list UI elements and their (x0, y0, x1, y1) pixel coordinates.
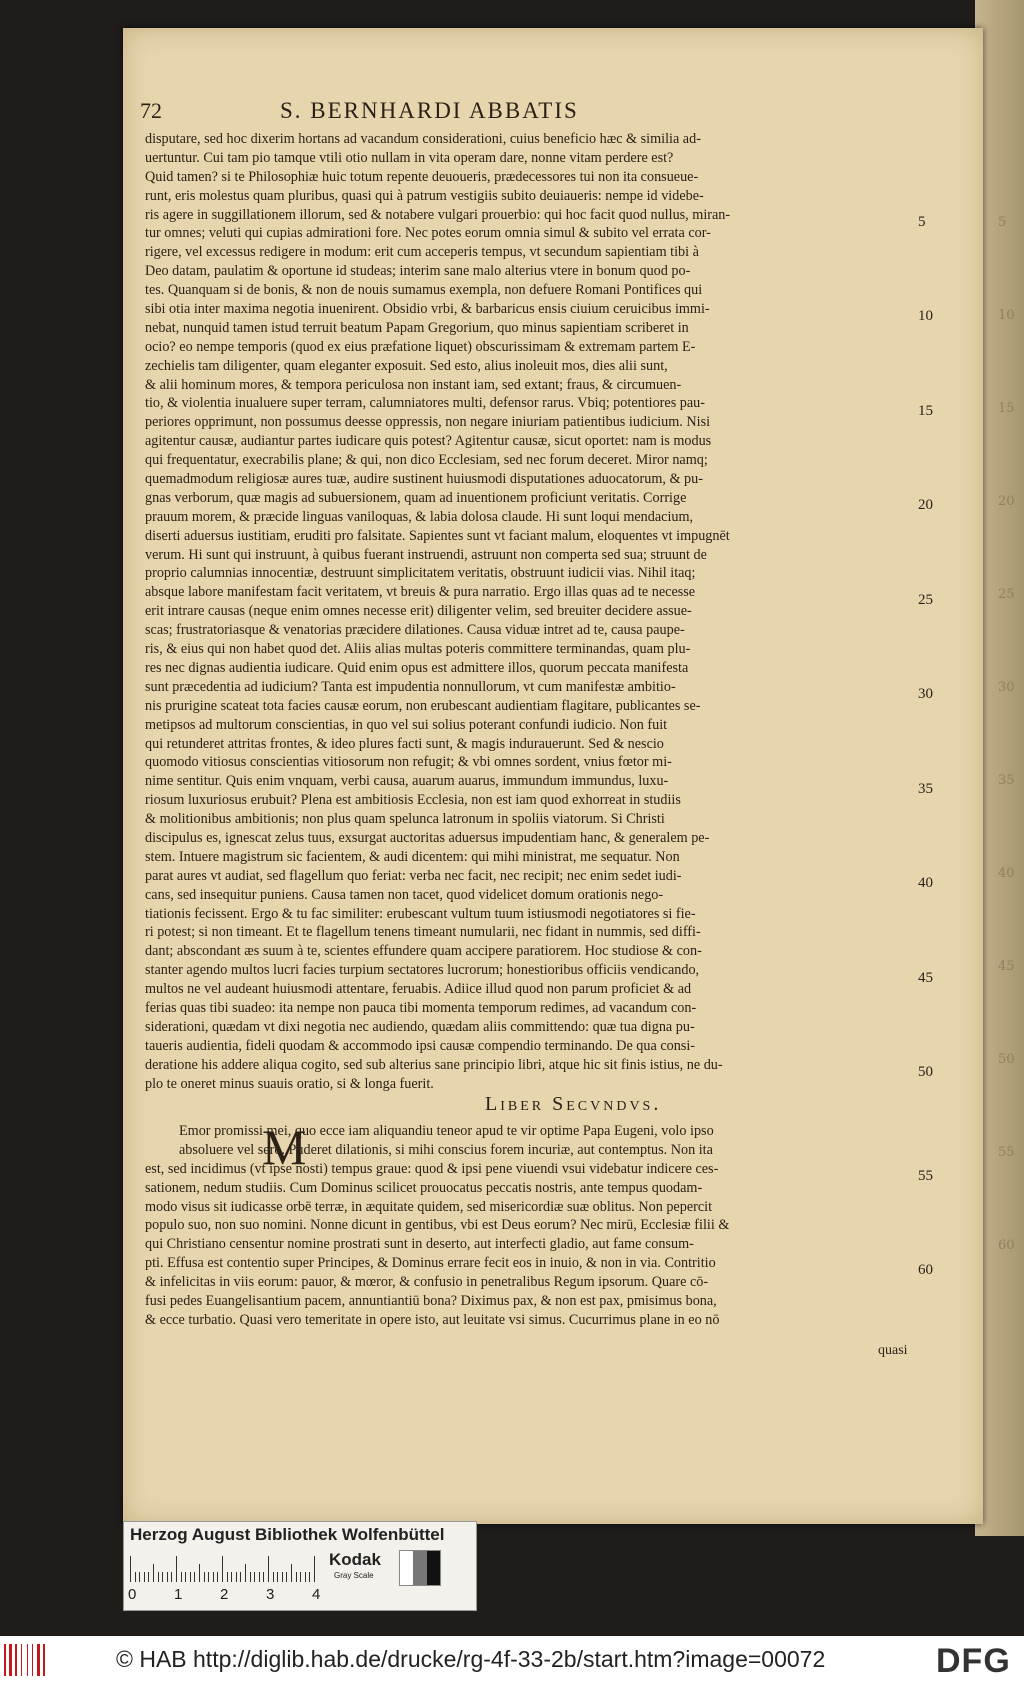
ruler-tick (162, 1572, 163, 1582)
text-line: agitentur causæ, audiantur partes iudicare quis potest? Agitentur causæ, sicut oportet: nam is modus (145, 433, 712, 450)
text-line: quemadmodum religiosæ aures tuæ, audire sustinent huiusmodi disputationes aduocatorum, & pu- (145, 471, 703, 488)
barcode-bar (21, 1644, 22, 1676)
text-line: tur omnes; veluti qui cupias admirationi fore. Nec potes eorum omnia simul & subito vel errata cor- (145, 225, 711, 242)
ruler-tick (213, 1572, 214, 1582)
adjacent-line-number: 35 (998, 773, 1015, 788)
line-number: 40 (918, 875, 933, 892)
line-number: 35 (918, 780, 933, 797)
running-head (140, 98, 840, 128)
ruler-tick (286, 1572, 287, 1582)
ruler-tick (208, 1572, 209, 1582)
ruler-tick (268, 1556, 269, 1582)
text-line: populo suo, non suo nomini. Nonne dicunt in gentibus, vbi est Deus eorum? Nec mirū, Ecclesiæ filii & (145, 1217, 730, 1234)
line-number: 25 (918, 591, 933, 608)
ruler-tick (296, 1572, 297, 1582)
text-line: modo visus sit iudicasse orbē terræ, in æquitate quidem, sed misericordiæ suæ oblitus. Non pepercit (145, 1198, 713, 1215)
ruler-tick (282, 1572, 283, 1582)
ruler-number: 1 (174, 1586, 183, 1603)
text-line: nime sentitur. Quis enim vnquam, verbi causa, auarum auarus, immundum immundus, luxu- (145, 773, 669, 790)
text-line: diserti aduersus iustitiam, eruditi pro falsitate. Sapientes sunt vt faciant malum, eloquentes vt impugnēt (145, 527, 730, 544)
ruler-tick (144, 1572, 145, 1582)
ruler-tick (167, 1572, 168, 1582)
text-line: Deo datam, paulatim & oportune id studeas; interim sane malo alterius vtere in bonum quod po- (145, 263, 691, 280)
text-line: siderationi, quædam vt dixi negotia nec audiendo, quædam aliis committendo: quæ tua digna pu- (145, 1018, 695, 1035)
text-line: tio, & violentia inualuere super terram, calumniatores multi, defensor rarus. Vbiq; potentiores pau- (145, 395, 705, 412)
barcode-bar (32, 1644, 33, 1676)
line-number: 20 (918, 497, 933, 514)
text-line: absque labore manifestam facit veritatem, vt breuis & pura narratio. Ergo illas quas ad te necesse (145, 584, 696, 601)
ruler-tick (176, 1556, 177, 1582)
text-line: dant; abscondant æs suum à te, scientes effundere quam accipere paratiorem. Hoc studiose & con- (145, 943, 702, 960)
adjacent-line-number: 15 (998, 401, 1015, 416)
text-line: sationem, nedum studiis. Cum Dominus scilicet prouocatus peccatis nostris, ante tempus quodam- (145, 1179, 703, 1196)
text-line: & infelicitas in viis eorum: pauor, & mœror, & confusio in penetralibus Regum ipsorum. Quare cō- (145, 1274, 709, 1291)
text-line: quomodo vitiosus conscientias vitiosorum non refugit; & vbi omnes sordent, vnius fœtor mi- (145, 754, 672, 771)
text-line: cans, sed insequitur puniens. Causa tamen non tacet, quod videlicet domum orationis nego- (145, 886, 664, 903)
page-number: 72 (140, 98, 162, 123)
adjacent-line-number: 40 (998, 866, 1015, 881)
text-line: qui frequentatur, execrabilis plane; & qui, non dico Ecclesiam, sed nec forum deceret. Miror namq; (145, 452, 708, 469)
ruler-tick (263, 1572, 264, 1582)
adjacent-line-number: 10 (998, 308, 1015, 323)
gray-scale-patches (399, 1550, 441, 1586)
ruler-tick (250, 1572, 251, 1582)
ruler-tick (135, 1572, 136, 1582)
body-text-part1 (145, 130, 805, 1093)
text-line: zechielis tam diligenter, quam eleganter exposuit. Sed esto, alius inoleuit mos, dies alii sunt, (145, 357, 668, 374)
text-line: stem. Intuere magistrum sic facientem, & audi dicentem: qui mihi ministrat, me sequatur. Non (145, 848, 680, 865)
line-number: 60 (918, 1262, 933, 1279)
drop-cap: M (262, 1119, 307, 1175)
ruler-tick (259, 1572, 260, 1582)
text-line: fusi pedes Euangelisantium pacem, annuntiantiū bona? Diximus pax, & non est pax, pmisimus bona, (145, 1293, 717, 1310)
text-line: Emor promissi mei, quo ecce iam aliquandiu teneor apud te vir optime Papa Eugeni, volo ipso (179, 1123, 714, 1139)
kodak-brand: Kodak (329, 1550, 381, 1569)
text-line: plo te oneret minus suauis oratio, si & longa fuerit. (145, 1075, 434, 1092)
text-line: tes. Quanquam si de bonis, & non de nouis sumamus exempla, non defuere Romani Pontifices qui (145, 282, 703, 299)
ruler-tick (236, 1572, 237, 1582)
text-line: absoluere vel sero. Puderet dilationis, si mihi conscius forem incuriæ, aut contemptus. Non ita (179, 1141, 713, 1158)
ruler-tick (190, 1572, 191, 1582)
barcode-bar (43, 1644, 45, 1676)
line-number: 50 (918, 1064, 933, 1081)
barcode-bar (15, 1644, 17, 1676)
gray-scale-label: Gray Scale (334, 1571, 374, 1580)
text-line: scas; frustratoriasque & venatorias præcidere dilationes. Causa viduæ intret ad te, causa paupe- (145, 622, 685, 639)
text-line: qui Christiano censentur nomine prostrati sunt in deserto, aut interfecti gladio, aut fame consum- (145, 1236, 694, 1253)
text-line: discipulus es, ignescat zelus tuus, exsurgat auctoritas aduersus impudentiam hanc, & generalem pe- (145, 829, 710, 846)
color-target-card (123, 1521, 477, 1611)
ruler-tick (300, 1572, 301, 1582)
dfg-logo: DFG (936, 1642, 1011, 1680)
text-line: nis prurigine scateat tota facies causæ eorum, non erubescant audientiam flagitare, publicantes se- (145, 697, 701, 714)
adjacent-line-number: 45 (998, 959, 1015, 974)
ruler-tick (194, 1572, 195, 1582)
text-line: qui retunderet attritas frontes, & ideo plures facti sunt, & magis indurauerunt. Sed & nescio (145, 735, 664, 752)
ruler-tick (199, 1564, 200, 1582)
barcode-bar (37, 1644, 40, 1676)
text-line: rigere, vel excessus redigere in modum: erit cum acceperis tempus, vt secundum sapientiam tibi à (145, 244, 699, 261)
hab-barcode-icon (4, 1644, 48, 1676)
ruler-tick (153, 1564, 154, 1582)
line-number: 10 (918, 308, 933, 325)
text-line: ocio? eo nempe temporis (quod ex eius præfatione liquet) obscurissimam & extremam partem E- (145, 338, 696, 355)
text-line: & ecce turbatio. Quasi vero temeritate in opere isto, aut leuitate vsi simus. Cucurrimus plane in eo nō (145, 1311, 720, 1328)
footer-credit-link[interactable]: © HAB http://diglib.hab.de/drucke/rg-4f-33-2b/start.htm?image=00072 (116, 1646, 826, 1672)
ruler-tick (217, 1572, 218, 1582)
book-title: Liber Secvndvs. (485, 1093, 662, 1115)
ruler-number: 3 (266, 1586, 275, 1603)
ruler-tick (309, 1572, 310, 1582)
text-line: uertuntur. Cui tam pio tamque vtili otio nullam in vita operam dare, nonne vitam perdere est? (145, 149, 674, 166)
ruler-tick (130, 1556, 131, 1582)
ruler-tick (139, 1572, 140, 1582)
text-line: Quid tamen? si te Philosophiæ huic totum repente deuoueris, prædecessores tui non ita consueue- (145, 168, 699, 185)
text-line: stanter agendo multos lucri facies turpium sectatores lucrorum; honestioribus officiis vendicando, (145, 962, 700, 979)
barcode-bar (27, 1644, 28, 1676)
ruler-tick (277, 1572, 278, 1582)
adjacent-line-number: 25 (998, 587, 1015, 602)
line-number: 5 (918, 213, 926, 230)
running-head-title: S. BERNHARDI ABBATIS (280, 98, 579, 123)
text-line: nebat, nunquid tamen istud terruit beatum Papam Gregorium, quo minus sapientiam scriberet in (145, 319, 689, 336)
ruler-tick (231, 1572, 232, 1582)
ruler-tick (314, 1556, 315, 1582)
line-number: 55 (918, 1167, 933, 1184)
adjacent-line-number: 50 (998, 1052, 1015, 1067)
ruler-tick (273, 1572, 274, 1582)
text-line: multos ne vel audeant huiusmodi attentare, feruabis. Adiice illud quod non parum proficiet & ad (145, 981, 692, 998)
ruler-tick (148, 1572, 149, 1582)
ruler-tick (222, 1556, 223, 1582)
adjacent-line-number: 20 (998, 494, 1015, 509)
ruler-tick (204, 1572, 205, 1582)
text-line: est, sed incidimus (vt ipse nosti) tempus graue: quod & ipsi pene viuendi vsui videbatur indicere ces- (145, 1160, 719, 1177)
ruler-tick (181, 1572, 182, 1582)
ruler-tick (254, 1572, 255, 1582)
text-line: ferias quas tibi suadeo: ita nempe non pauca tibi momenta temporum redimes, ad vacandum con- (145, 999, 697, 1016)
ruler-tick (240, 1572, 241, 1582)
barcode-bar (9, 1644, 12, 1676)
text-line: metipsos ad multorum conscientias, in quo vel sui solius poterant confundi iudicio. Non fuit (145, 716, 668, 733)
text-line: res nec dignas audientia iudicare. Quid enim opus est admittere illos, quorum peccata manifesta (145, 659, 689, 676)
text-line: runt, eris molestus quam pluribus, quasi qui à patrum vestigiis subito deuiaueris: nempe id videbe- (145, 187, 704, 204)
text-line: pti. Effusa est contentio super Principes, & Dominus errare fecit eos in inuio, & non in via. Contritio (145, 1255, 716, 1272)
text-line: riosum luxuriosus erubuit? Plena est ambitiosis Ecclesia, non est iam quod exhorreat in studiis (145, 792, 681, 809)
adjacent-line-number: 60 (998, 1238, 1015, 1253)
ruler-tick (158, 1572, 159, 1582)
text-line: sunt præcedentia ad iudicium? Tanta est impudentia nonnullorum, vt cum manifestæ ambitio- (145, 678, 676, 695)
text-line: erit intrare causas (neque enim omnes necesse erit) diligenter velim, sed breuiter decidere assue- (145, 603, 692, 620)
line-number: 45 (918, 969, 933, 986)
text-line: ris, & eius qui non habet quod det. Aliis alias multas poteris committere terminandas, quam plu- (145, 641, 691, 658)
line-number: 30 (918, 686, 933, 703)
ruler-number: 0 (128, 1586, 137, 1603)
ruler-number: 4 (312, 1586, 321, 1603)
text-line: disputare, sed hoc dixerim hortans ad vacandum considerationi, cuius beneficio hæc & similia ad- (145, 131, 701, 147)
text-line: & molitionibus ambitionis; non plus quam spelunca latronum in spoliis viatorum. Si Christi (145, 811, 665, 828)
text-line: ris agere in suggillationem illorum, sed & notabere vulgari prouerbio: qui hoc facit quod nullus, miran- (145, 206, 731, 223)
text-line: ri potest; si non timeant. Et te flagellum tenens timeant numularii, nec fidant in nummis, sed diffi- (145, 924, 701, 941)
line-number: 15 (918, 402, 933, 419)
text-line: deratione his addere aliqua cogito, sed sub alterius sane principio libri, atque hic sit finis istius, ne du- (145, 1056, 723, 1073)
text-line: proprio calumnias innocentiæ, destruunt simplicitatem veritatis, obstruunt iudicii vias. Nihil itaq; (145, 565, 696, 582)
adjacent-line-number: 55 (998, 1145, 1015, 1160)
adjacent-line-number: 30 (998, 680, 1015, 695)
ruler-tick (185, 1572, 186, 1582)
ruler-tick (245, 1564, 246, 1582)
ruler-tick (227, 1572, 228, 1582)
barcode-bar (4, 1644, 6, 1676)
text-line: gnas verborum, quæ magis ad subuersionem, quam ad inuentionem proficiunt veritatis. Corrige (145, 489, 687, 506)
footer-bar (0, 1636, 1024, 1683)
text-line: sibi otia inter maxima negotia inuenirent. Obsidio vrbi, & barbaricus ensis ciuium ceruicibus immi- (145, 301, 710, 318)
text-line: verum. Hi sunt qui instruunt, à quibus fuerant instruendi, astruunt non comperta sed sua; struunt de (145, 546, 707, 563)
text-line: taueris audientia, fideli quodam & accommodo ipsi causæ compendio terminando. De qua consi- (145, 1037, 696, 1054)
text-line: periores opprimunt, non possumus deesse oppressis, non negare iniuriam patientibus iudicium. Nisi (145, 414, 711, 431)
ruler-scale (130, 1552, 325, 1582)
text-line: tiationis fecissent. Ergo & tu fac similiter: erubescant vultum tuum istiusmodi negotiatores si fie- (145, 905, 696, 922)
institution-label: Herzog August Bibliothek Wolfenbüttel (130, 1525, 445, 1544)
adjacent-line-number: 5 (998, 215, 1007, 230)
text-line: & alii hominum mores, & tempora periculosa non instant iam, sed extant; fraus, & circumuen- (145, 376, 682, 393)
ruler-tick (171, 1572, 172, 1582)
ruler-tick (305, 1572, 306, 1582)
text-line: prauum morem, & præcide linguas vaniloquas, & labia dolosa claude. Hi sunt loqui mendacium, (145, 508, 694, 525)
catchword: quasi (878, 1343, 908, 1358)
ruler-tick (291, 1564, 292, 1582)
body-text-part2 (145, 1119, 805, 1330)
text-line: parat aures vt audiat, sed flagellum quo feriat: verba nec facit, nec recipit; nec enim sedet iudi- (145, 867, 682, 884)
ruler-number: 2 (220, 1586, 229, 1603)
